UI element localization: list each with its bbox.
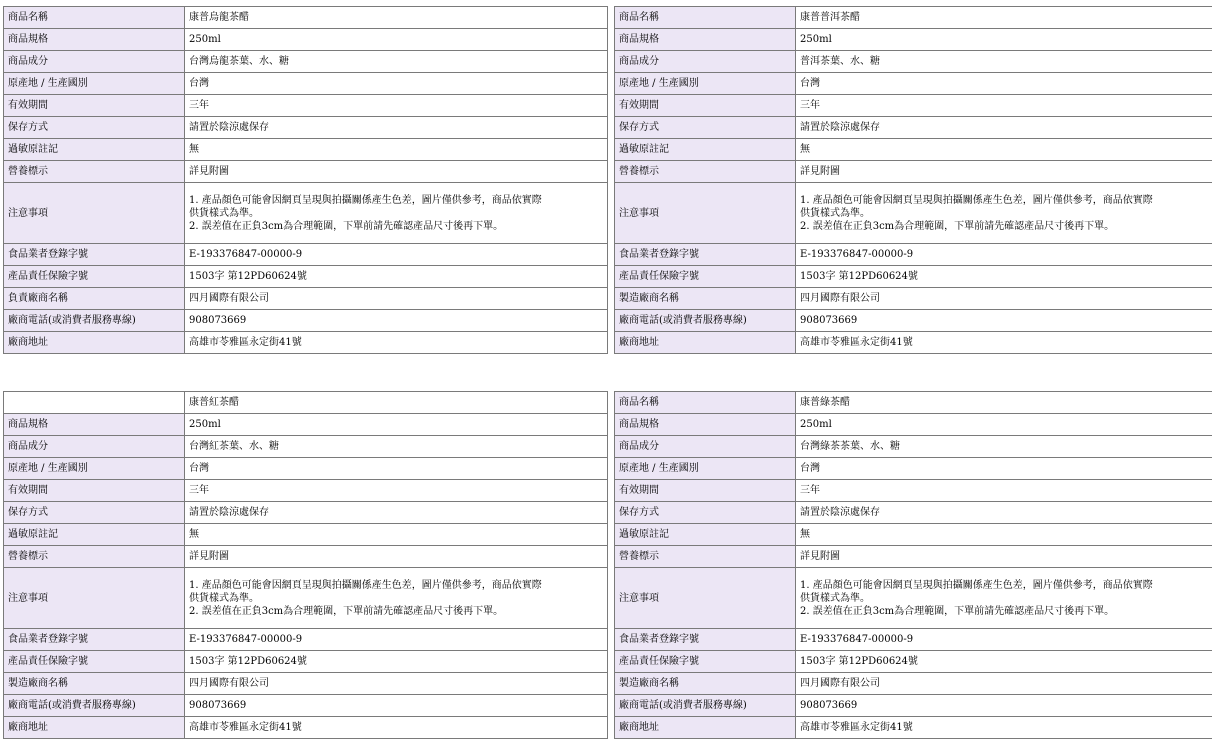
field-label: 廠商電話(或消費者服務專線): [4, 695, 185, 717]
table-row: [4, 310, 608, 332]
field-value: 250ml: [185, 29, 608, 51]
field-value: 康普綠茶醋: [796, 392, 1212, 414]
field-value: 四月國際有限公司: [185, 673, 608, 695]
field-value: 台灣烏龍茶葉、水、糖: [185, 51, 608, 73]
field-value: 無: [796, 139, 1212, 161]
product-spec-table-black-tea: [3, 391, 608, 739]
table-row: [4, 73, 608, 95]
product-spec-table-oolong: [3, 6, 608, 354]
field-value: 三年: [796, 95, 1212, 117]
field-value: 詳見附圖: [185, 546, 608, 568]
field-label: 保存方式: [4, 502, 185, 524]
table-row: [4, 568, 608, 629]
table-row: [615, 95, 1212, 117]
table-row: [615, 7, 1212, 29]
field-label: 原產地 / 生產國別: [4, 73, 185, 95]
field-label: 製造廠商名稱: [615, 288, 796, 310]
table-row: [615, 651, 1212, 673]
table-row: [615, 524, 1212, 546]
field-label: 原產地 / 生產國別: [615, 73, 796, 95]
table-row: [4, 414, 608, 436]
field-value: 三年: [185, 95, 608, 117]
field-label: 營養標示: [4, 546, 185, 568]
field-label: 製造廠商名稱: [4, 673, 185, 695]
table-row: [615, 629, 1212, 651]
table-row: [615, 392, 1212, 414]
table-row: [615, 414, 1212, 436]
notice-line: 供貨樣式為準。: [800, 207, 1212, 220]
field-value: 高雄市苓雅區永定街41號: [185, 332, 608, 354]
notice-line: 供貨樣式為準。: [800, 592, 1212, 605]
field-value: 高雄市苓雅區永定街41號: [185, 717, 608, 739]
table-row: [4, 524, 608, 546]
field-value: 無: [185, 139, 608, 161]
field-label: 產品責任保險字號: [4, 651, 185, 673]
table-row: [4, 244, 608, 266]
field-value: 1503字 第12PD60624號: [185, 651, 608, 673]
table-row: [615, 546, 1212, 568]
field-label: 注意事項: [615, 183, 796, 244]
field-label: 廠商地址: [4, 717, 185, 739]
table-row: [4, 546, 608, 568]
notice-line: 2. 誤差值在正負3cm為合理範圍，下單前請先確認產品尺寸後再下單。: [189, 605, 603, 618]
notice-line: 供貨樣式為準。: [189, 207, 603, 220]
field-value: 908073669: [185, 310, 608, 332]
field-label: 食品業者登錄字號: [4, 629, 185, 651]
field-value: 台灣紅茶葉、水、糖: [185, 436, 608, 458]
field-value: 250ml: [796, 414, 1212, 436]
field-label: 原產地 / 生產國別: [615, 458, 796, 480]
field-value: 三年: [796, 480, 1212, 502]
table-row: [615, 73, 1212, 95]
table-row: [4, 266, 608, 288]
field-value: 1503字 第12PD60624號: [796, 266, 1212, 288]
table-row: [4, 183, 608, 244]
field-label: 產品責任保險字號: [615, 266, 796, 288]
field-label: 注意事項: [4, 183, 185, 244]
table-row: [4, 436, 608, 458]
field-value: 請置於陰涼處保存: [185, 502, 608, 524]
field-value: 詳見附圖: [796, 161, 1212, 183]
field-label: 廠商地址: [615, 717, 796, 739]
table-row: [4, 502, 608, 524]
field-value: 詳見附圖: [185, 161, 608, 183]
table-row: [4, 29, 608, 51]
field-value: 1503字 第12PD60624號: [796, 651, 1212, 673]
field-value: 請置於陰涼處保存: [185, 117, 608, 139]
field-label: 商品名稱: [615, 7, 796, 29]
table-row: [4, 629, 608, 651]
table-row: [615, 568, 1212, 629]
table-row: [4, 139, 608, 161]
field-label: 保存方式: [615, 502, 796, 524]
field-label: 食品業者登錄字號: [615, 629, 796, 651]
field-label: 有效期間: [615, 480, 796, 502]
table-row: [615, 480, 1212, 502]
field-value: 請置於陰涼處保存: [796, 502, 1212, 524]
product-spec-table-puer: [614, 6, 1212, 354]
table-row: [615, 436, 1212, 458]
table-row: [615, 266, 1212, 288]
field-label: 食品業者登錄字號: [615, 244, 796, 266]
notice-line: 2. 誤差值在正負3cm為合理範圍，下單前請先確認產品尺寸後再下單。: [800, 220, 1212, 233]
table-row: [615, 139, 1212, 161]
field-value: 普洱茶葉、水、糖: [796, 51, 1212, 73]
table-row: [4, 7, 608, 29]
field-value: 四月國際有限公司: [796, 288, 1212, 310]
field-label: 商品規格: [615, 414, 796, 436]
table-row: [4, 717, 608, 739]
table-row: [615, 310, 1212, 332]
field-label: 原產地 / 生產國別: [4, 458, 185, 480]
table-row: [615, 288, 1212, 310]
field-value: E-193376847-00000-9: [796, 244, 1212, 266]
table-row: [4, 480, 608, 502]
field-value: 三年: [185, 480, 608, 502]
field-value: 康普紅茶醋: [185, 392, 608, 414]
field-label: 有效期間: [615, 95, 796, 117]
field-label: 負責廠商名稱: [4, 288, 185, 310]
table-row: [4, 392, 608, 414]
field-label: 製造廠商名稱: [615, 673, 796, 695]
field-label: 過敏原註記: [4, 524, 185, 546]
field-label: 過敏原註記: [4, 139, 185, 161]
field-value: 台灣綠茶茶葉、水、糖: [796, 436, 1212, 458]
table-row: [615, 695, 1212, 717]
field-value: 908073669: [796, 310, 1212, 332]
table-row: [615, 29, 1212, 51]
field-label: 產品責任保險字號: [615, 651, 796, 673]
field-value: 高雄市苓雅區永定街41號: [796, 332, 1212, 354]
field-value: 康普烏龍茶醋: [185, 7, 608, 29]
field-value: E-193376847-00000-9: [796, 629, 1212, 651]
field-value: 無: [185, 524, 608, 546]
notice-line: 1. 產品顏色可能會因網頁呈現與拍攝關係產生色差，圖片僅供參考，商品依實際: [800, 194, 1212, 207]
field-value: 908073669: [185, 695, 608, 717]
table-row: [4, 332, 608, 354]
table-row: [615, 51, 1212, 73]
field-label: [4, 392, 185, 414]
field-value: [796, 568, 1212, 629]
field-value: 四月國際有限公司: [185, 288, 608, 310]
field-value: E-193376847-00000-9: [185, 629, 608, 651]
field-label: 商品名稱: [4, 7, 185, 29]
field-label: 廠商電話(或消費者服務專線): [615, 695, 796, 717]
table-row: [4, 695, 608, 717]
field-label: 產品責任保險字號: [4, 266, 185, 288]
table-row: [4, 651, 608, 673]
field-value: [185, 568, 608, 629]
field-label: 商品成分: [4, 51, 185, 73]
table-row: [4, 117, 608, 139]
table-row: [615, 117, 1212, 139]
table-row: [4, 161, 608, 183]
field-value: 台灣: [796, 73, 1212, 95]
field-value: 台灣: [185, 458, 608, 480]
table-row: [615, 183, 1212, 244]
field-value: 無: [796, 524, 1212, 546]
field-label: 商品規格: [4, 414, 185, 436]
field-label: 商品規格: [4, 29, 185, 51]
field-label: 食品業者登錄字號: [4, 244, 185, 266]
field-value: 908073669: [796, 695, 1212, 717]
field-label: 保存方式: [4, 117, 185, 139]
field-label: 保存方式: [615, 117, 796, 139]
field-value: 台灣: [796, 458, 1212, 480]
table-row: [615, 332, 1212, 354]
field-value: [796, 183, 1212, 244]
field-value: 1503字 第12PD60624號: [185, 266, 608, 288]
table-row: [4, 288, 608, 310]
field-value: 高雄市苓雅區永定街41號: [796, 717, 1212, 739]
field-label: 商品名稱: [615, 392, 796, 414]
notice-line: 2. 誤差值在正負3cm為合理範圍，下單前請先確認產品尺寸後再下單。: [189, 220, 603, 233]
notice-line: 1. 產品顏色可能會因網頁呈現與拍攝關係產生色差，圖片僅供參考，商品依實際: [189, 579, 603, 592]
field-value: 四月國際有限公司: [796, 673, 1212, 695]
notice-line: 供貨樣式為準。: [189, 592, 603, 605]
field-label: 廠商地址: [4, 332, 185, 354]
table-row: [615, 673, 1212, 695]
table-row: [615, 717, 1212, 739]
field-label: 營養標示: [615, 161, 796, 183]
field-label: 商品成分: [615, 436, 796, 458]
field-label: 營養標示: [4, 161, 185, 183]
table-row: [615, 244, 1212, 266]
field-value: 詳見附圖: [796, 546, 1212, 568]
table-row: [4, 673, 608, 695]
product-spec-table-green-tea: [614, 391, 1212, 739]
field-value: 250ml: [796, 29, 1212, 51]
field-label: 廠商地址: [615, 332, 796, 354]
notice-line: 1. 產品顏色可能會因網頁呈現與拍攝關係產生色差，圖片僅供參考，商品依實際: [189, 194, 603, 207]
notice-line: 1. 產品顏色可能會因網頁呈現與拍攝關係產生色差，圖片僅供參考，商品依實際: [800, 579, 1212, 592]
field-label: 商品成分: [4, 436, 185, 458]
field-value: 250ml: [185, 414, 608, 436]
field-label: 廠商電話(或消費者服務專線): [4, 310, 185, 332]
field-label: 商品規格: [615, 29, 796, 51]
table-row: [615, 458, 1212, 480]
field-value: 台灣: [185, 73, 608, 95]
table-row: [4, 95, 608, 117]
table-row: [4, 51, 608, 73]
field-label: 有效期間: [4, 480, 185, 502]
field-value: 請置於陰涼處保存: [796, 117, 1212, 139]
field-value: [185, 183, 608, 244]
field-label: 過敏原註記: [615, 524, 796, 546]
table-row: [615, 161, 1212, 183]
notice-line: 2. 誤差值在正負3cm為合理範圍，下單前請先確認產品尺寸後再下單。: [800, 605, 1212, 618]
field-label: 注意事項: [4, 568, 185, 629]
table-row: [615, 502, 1212, 524]
table-row: [4, 458, 608, 480]
field-label: 有效期間: [4, 95, 185, 117]
field-label: 注意事項: [615, 568, 796, 629]
field-value: 康普普洱茶醋: [796, 7, 1212, 29]
field-label: 商品成分: [615, 51, 796, 73]
field-label: 過敏原註記: [615, 139, 796, 161]
field-label: 廠商電話(或消費者服務專線): [615, 310, 796, 332]
field-label: 營養標示: [615, 546, 796, 568]
field-value: E-193376847-00000-9: [185, 244, 608, 266]
